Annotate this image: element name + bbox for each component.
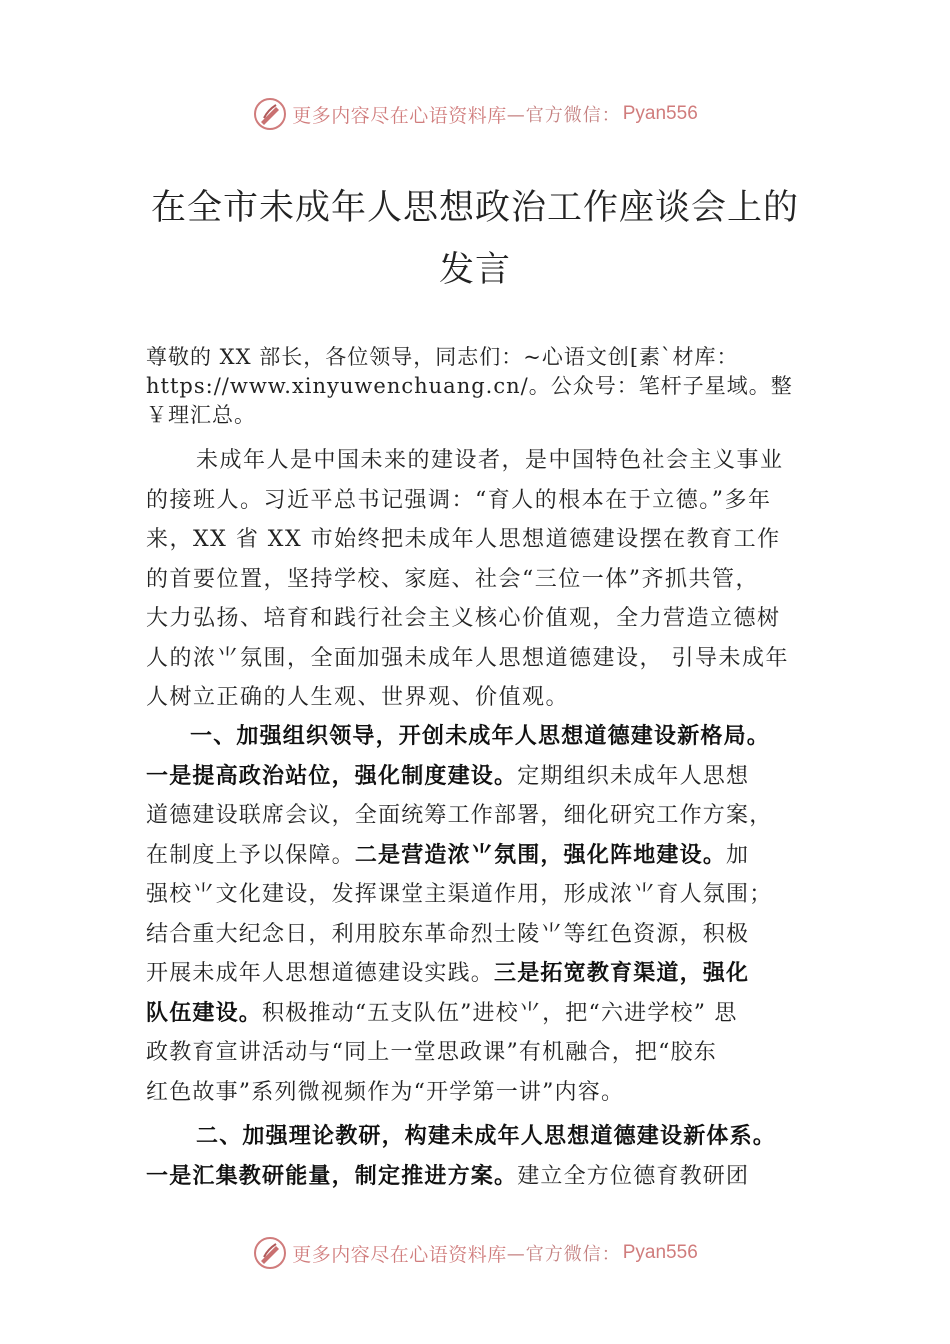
paragraph-line — [146, 757, 836, 797]
subpoint-heading: 队伍建设。 — [146, 999, 263, 1026]
paragraph-line — [146, 915, 836, 955]
footer-watermark — [0, 1233, 950, 1273]
subpoint-heading: 三是拓宽教育渠道，强化 — [494, 960, 750, 986]
pen-logo-icon — [252, 1235, 288, 1271]
paragraph-line — [146, 836, 836, 876]
paragraph-text: 结合重大纪念日，利用胶东革命烈士陵⺌等红色资源，积极 — [146, 921, 750, 947]
paragraph-line — [146, 994, 836, 1034]
paragraph-line: 大力弘扬、培育和践行社会主义核心价值观，全力营造立德树 — [146, 606, 781, 631]
paragraph-line — [146, 954, 836, 994]
watermark-sub-text: —官方微信： — [506, 105, 621, 126]
paragraph-line: 的首要位置，坚持学校、家庭、社会“三位一体”齐抓共管， — [146, 566, 759, 592]
paragraph-text: 开展未成年人思想道德建设实践。 — [146, 961, 495, 986]
header-watermark — [0, 94, 950, 134]
watermark-main-text: 更多内容尽在心语资料库 — [292, 1243, 507, 1266]
paragraph-text: 积极推动“五支队伍”进校⺌，把“六进学校” 思 — [262, 1000, 738, 1026]
paragraph-text: 加 — [726, 842, 750, 868]
subpoint-heading: 二是营造浓⺌氛围，强化阵地建设。 — [354, 841, 727, 868]
paragraph-text: 在制度上予以保障。 — [146, 842, 355, 868]
paragraph-line: 人的浓⺌氛围，全面加强未成年人思想道德建设， 引导未成年 — [146, 645, 789, 671]
paragraph-line — [146, 796, 836, 836]
paragraph-line: 的接班人。习近平总书记强调：“育人的根本在于立德。”多年 — [146, 487, 772, 513]
paragraph-text: 道德建设联席会议，全面统筹工作部署，细化研究工作方案， — [146, 803, 773, 828]
salutation-line: ￥理汇总。 — [146, 403, 256, 427]
document-title-line-1: 在全市未成年人思想政治工作座谈会上的 — [150, 188, 799, 228]
paragraph-text: 政教育宣讲活动与“同上一堂思政课”有机融合，把“胶东 — [146, 1040, 717, 1065]
pen-logo-icon — [252, 96, 288, 132]
paragraph-line — [146, 1157, 836, 1197]
salutation-line: https://www.xinyuwenchuang.cn/。公众号：笔杆子星域。整 — [146, 374, 793, 398]
watermark-wechat-id: Pyan556 — [622, 103, 698, 124]
paragraph-line — [146, 875, 836, 915]
paragraph-line — [146, 1033, 836, 1073]
watermark-sub-text: —官方微信： — [506, 1244, 621, 1265]
salutation-line: 尊敬的 XX 部长，各位领导，同志们：~心语文创[素`材库： — [146, 345, 739, 369]
section-1 — [146, 717, 836, 1112]
section-2 — [146, 1117, 836, 1196]
salutation-paragraph — [146, 343, 836, 430]
watermark-main-text: 更多内容尽在心语资料库 — [292, 104, 507, 127]
subpoint-heading: 一是汇集教研能量，制定推进方案。 — [146, 1162, 518, 1189]
subpoint-heading: 一是提高政治站位，强化制度建设。 — [146, 762, 518, 789]
document-title-line-2: 发言 — [438, 250, 511, 290]
intro-paragraph — [146, 441, 836, 718]
paragraph-text: 红色故事”系列微视频作为“开学第一讲”内容。 — [146, 1079, 625, 1105]
paragraph-line: 来，XX 省 XX 市始终把未成年人思想道德建设摆在教育工作 — [146, 527, 781, 552]
paragraph-line — [146, 1073, 836, 1113]
watermark-wechat-id: Pyan556 — [622, 1242, 698, 1263]
section-2-heading: 二、加强理论教研，构建未成年人思想道德建设新体系。 — [196, 1123, 777, 1149]
paragraph-text: 强校⺌文化建设，发挥课堂主渠道作用，形成浓⺌育人氛围； — [146, 882, 773, 907]
section-1-heading: 一、加强组织领导，开创未成年人思想道德建设新格局。 — [190, 723, 771, 749]
paragraph-line: 人树立正确的人生观、世界观、价值观。 — [146, 685, 570, 710]
paragraph-text: 定期组织未成年人思想 — [517, 763, 750, 789]
paragraph-line: 未成年人是中国未来的建设者，是中国特色社会主义事业 — [196, 448, 784, 473]
paragraph-text: 建立全方位德育教研团 — [517, 1163, 750, 1189]
